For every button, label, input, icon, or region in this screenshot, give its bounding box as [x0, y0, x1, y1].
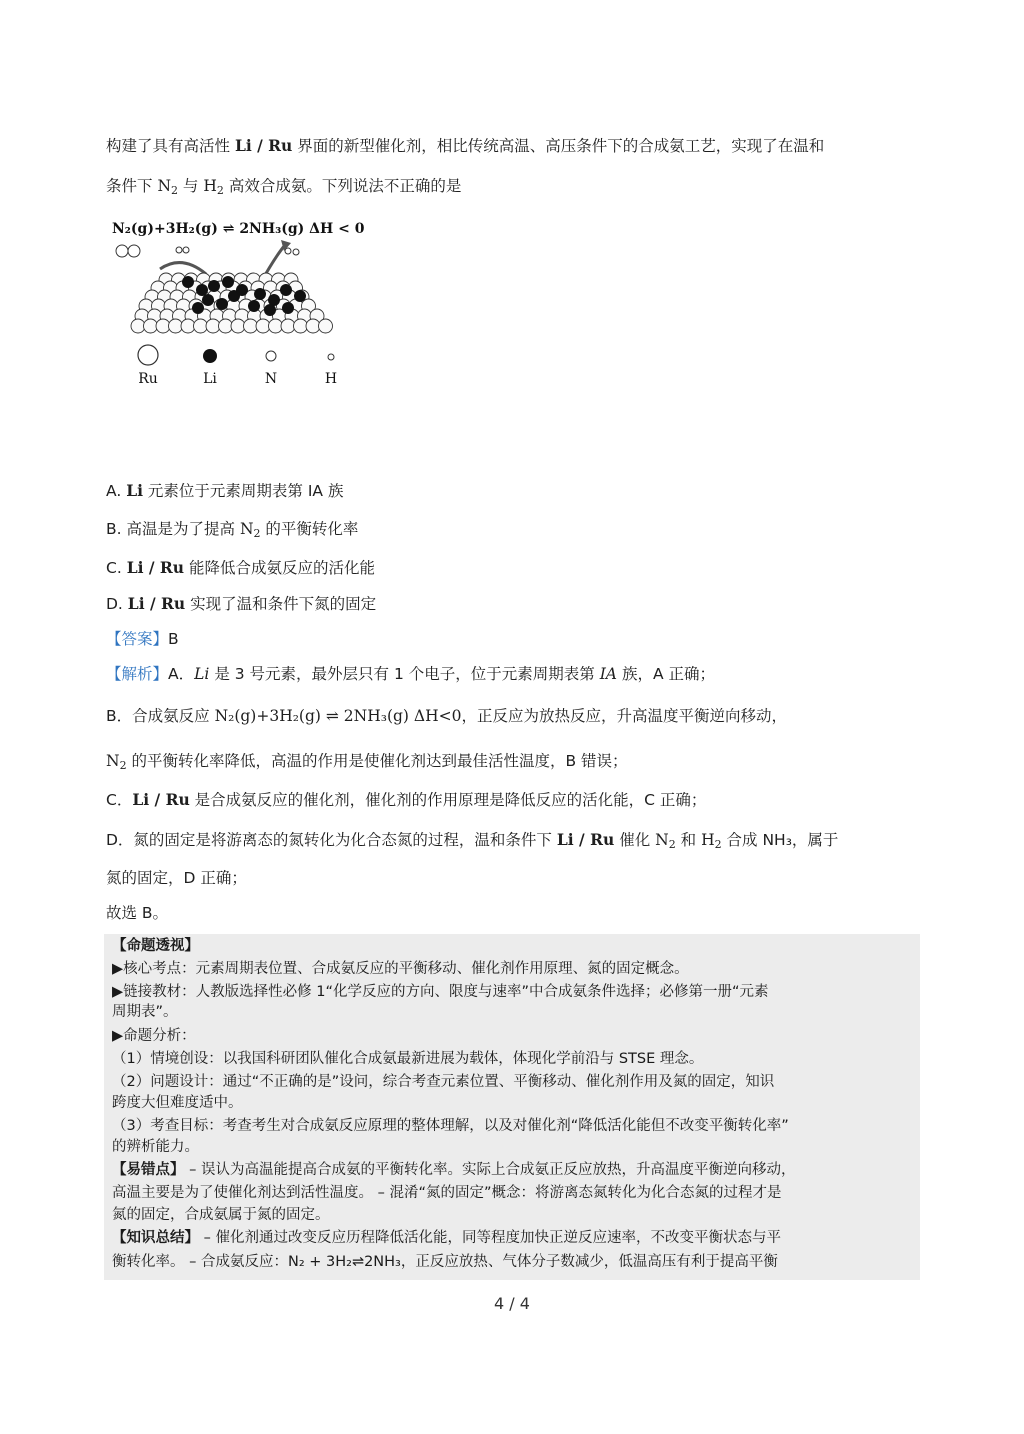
stem-line-1: 构建了具有高活性 Li / Ru 界面的新型催化剂，相比传统高温、高压条件下的合成氨工艺，实现了在温和 [106, 136, 825, 155]
ru-atom [294, 319, 308, 333]
equation-inline: N₂(g)+3H₂(g) ⇌ 2NH₃(g) ΔH<0 [214, 707, 462, 725]
answer-line [106, 628, 179, 650]
analysis-c: C．Li / Ru 是合成氨反应的催化剂，催化剂的作用原理是降低反应的活化能，C 正确； [106, 790, 707, 809]
analysis-d: D．氮的固定是将游离态的氮转化为化合态氮的过程，温和条件下 Li / Ru 催化 $N_2$ 和 $H_2$ 合成 NH₃，属于 [106, 830, 839, 851]
summary-line: 【知识总结】 – 催化剂通过改变反应历程降低活化能，同等程度加快正逆反应速率，不改变平衡状态与平 [112, 1230, 781, 1246]
legend-label-n: N [264, 371, 278, 387]
ru-atom [219, 319, 233, 333]
legend-label-li: Li [203, 371, 217, 387]
ru-atom [206, 319, 220, 333]
answer-tag: 【答案】 [106, 630, 169, 648]
li-atom [196, 284, 208, 296]
option-a[interactable]: A. Li 元素位于元素周期表第 IA 族 [106, 481, 344, 500]
page-number: 4 / 4 [494, 1294, 530, 1313]
summary-line: ▶核心考点：元素周期表位置、合成氨反应的平衡移动、催化剂作用原理、氮的固定概念。 [112, 961, 689, 977]
li-atom [222, 276, 234, 288]
summary-line: 的辨析能力。 [112, 1139, 199, 1155]
stem-line-2: 条件下 $N_2$ 与 $H_2$ 高效合成氨。下列说法不正确的是 [106, 177, 462, 197]
analysis-conclusion: 故选 B。 [106, 904, 169, 922]
option-c[interactable]: C. Li / Ru 能降低合成氨反应的活化能 [106, 558, 376, 577]
analysis-tag: 【解析】 [106, 665, 169, 683]
li-atom [216, 298, 228, 310]
summary-line: （1）情境创设：以我国科研团队催化合成氨最新进展为载体，体现化学前沿与 STSE 理念。 [112, 1051, 704, 1067]
analysis-d-cont: 氮的固定，D 正确； [106, 869, 247, 887]
ru-atom [269, 319, 283, 333]
summary-line: （3）考查目标：考查考生对合成氨反应原理的整体理解，以及对催化剂“降低活化能但不改变平衡转化率” [112, 1118, 789, 1134]
analysis-b-cont: $N_2$ 的平衡转化率降低，高温的作用是使催化剂达到最佳活性温度，B 错误； [106, 752, 628, 772]
ru-atom [131, 319, 145, 333]
knowledge-summary-tag: 【知识总结】 [112, 1230, 199, 1246]
li-atom [248, 300, 260, 312]
legend [138, 345, 337, 387]
ru-atom [319, 319, 333, 333]
summary-line: 衡转化率。 – 合成氨反应：N₂ + 3H₂⇌2NH₃，正反应放热、气体分子数减少，低温高压有利于提高平衡 [112, 1254, 778, 1270]
li-atom [254, 288, 266, 300]
answer-value: B [168, 630, 179, 648]
legend-h-icon [328, 354, 334, 360]
ru-atom [231, 319, 245, 333]
legend-ru-icon [138, 345, 158, 365]
ru-atom [256, 319, 270, 333]
option-b[interactable]: B. 高温是为了提高 $N_2$ 的平衡转化率 [106, 520, 359, 540]
li-atom [236, 284, 248, 296]
ru-atom [306, 319, 320, 333]
summary-line: ▶链接教材：人教版选择性必修 1“化学反应的方向、限度与速率”中合成氨条件选择；必修第一册“元素 [112, 984, 769, 1000]
legend-li-icon [203, 349, 217, 363]
ru-atom [181, 319, 195, 333]
ru-atom [194, 319, 208, 333]
catalyst-diagram [110, 212, 370, 392]
li-atom [294, 290, 306, 302]
li-atom [264, 304, 276, 316]
summary-line: 【易错点】 – 误认为高温能提高合成氨的平衡转化率。实际上合成氨正反应放热，升高温度平衡逆向移动， [112, 1162, 796, 1178]
legend-label-ru: Ru [138, 371, 158, 387]
li-atom [208, 280, 220, 292]
li-atom [192, 302, 204, 314]
summary-line: 氮的固定，合成氨属于氮的固定。 [112, 1207, 330, 1223]
summary-line: 周期表”。 [112, 1004, 178, 1020]
li-atom [202, 294, 214, 306]
summary-heading: 【命题透视】 [112, 938, 199, 954]
error-point-tag: 【易错点】 [112, 1162, 185, 1178]
summary-line: 跨度大但难度适中。 [112, 1095, 243, 1111]
ru-atom [156, 319, 170, 333]
legend-label-h: H [324, 371, 338, 387]
li-atom [280, 284, 292, 296]
summary-line: （2）问题设计：通过“不正确的是”设问，综合考查元素位置、平衡移动、催化剂作用及氮的固定，知识 [112, 1074, 775, 1090]
legend-n-icon [266, 351, 276, 361]
analysis-b: B．合成氨反应 N₂(g)+3H₂(g) ⇌ 2NH₃(g) ΔH<0，正反应为放热反应，升高温度平衡逆向移动， [106, 707, 787, 725]
summary-line: 高温主要是为了使催化剂达到活性温度。 – 混淆“氮的固定”概念：将游离态氮转化为化合态氮的过程才是 [112, 1185, 782, 1201]
ru-atom [281, 319, 295, 333]
option-d[interactable]: D. Li / Ru 实现了温和条件下氮的固定 [106, 594, 377, 613]
catalyst-figure [110, 212, 370, 392]
ru-atom [144, 319, 158, 333]
summary-line: ▶命题分析： [112, 1028, 196, 1044]
gas-molecules [116, 245, 299, 257]
ru-atom [244, 319, 258, 333]
li-atom [282, 302, 294, 314]
adsorption-arrow [160, 263, 206, 274]
analysis-a: 【解析】A．Li 是 3 号元素，最外层只有 1 个电子，位于元素周期表第 IA 族，A 正确； [106, 665, 715, 683]
li-atom [182, 276, 194, 288]
ru-atom [169, 319, 183, 333]
reaction-equation: N₂(g)+3H₂(g) ⇌ 2NH₃(g) ΔH < 0 [112, 221, 365, 237]
summary-box [104, 934, 920, 1280]
